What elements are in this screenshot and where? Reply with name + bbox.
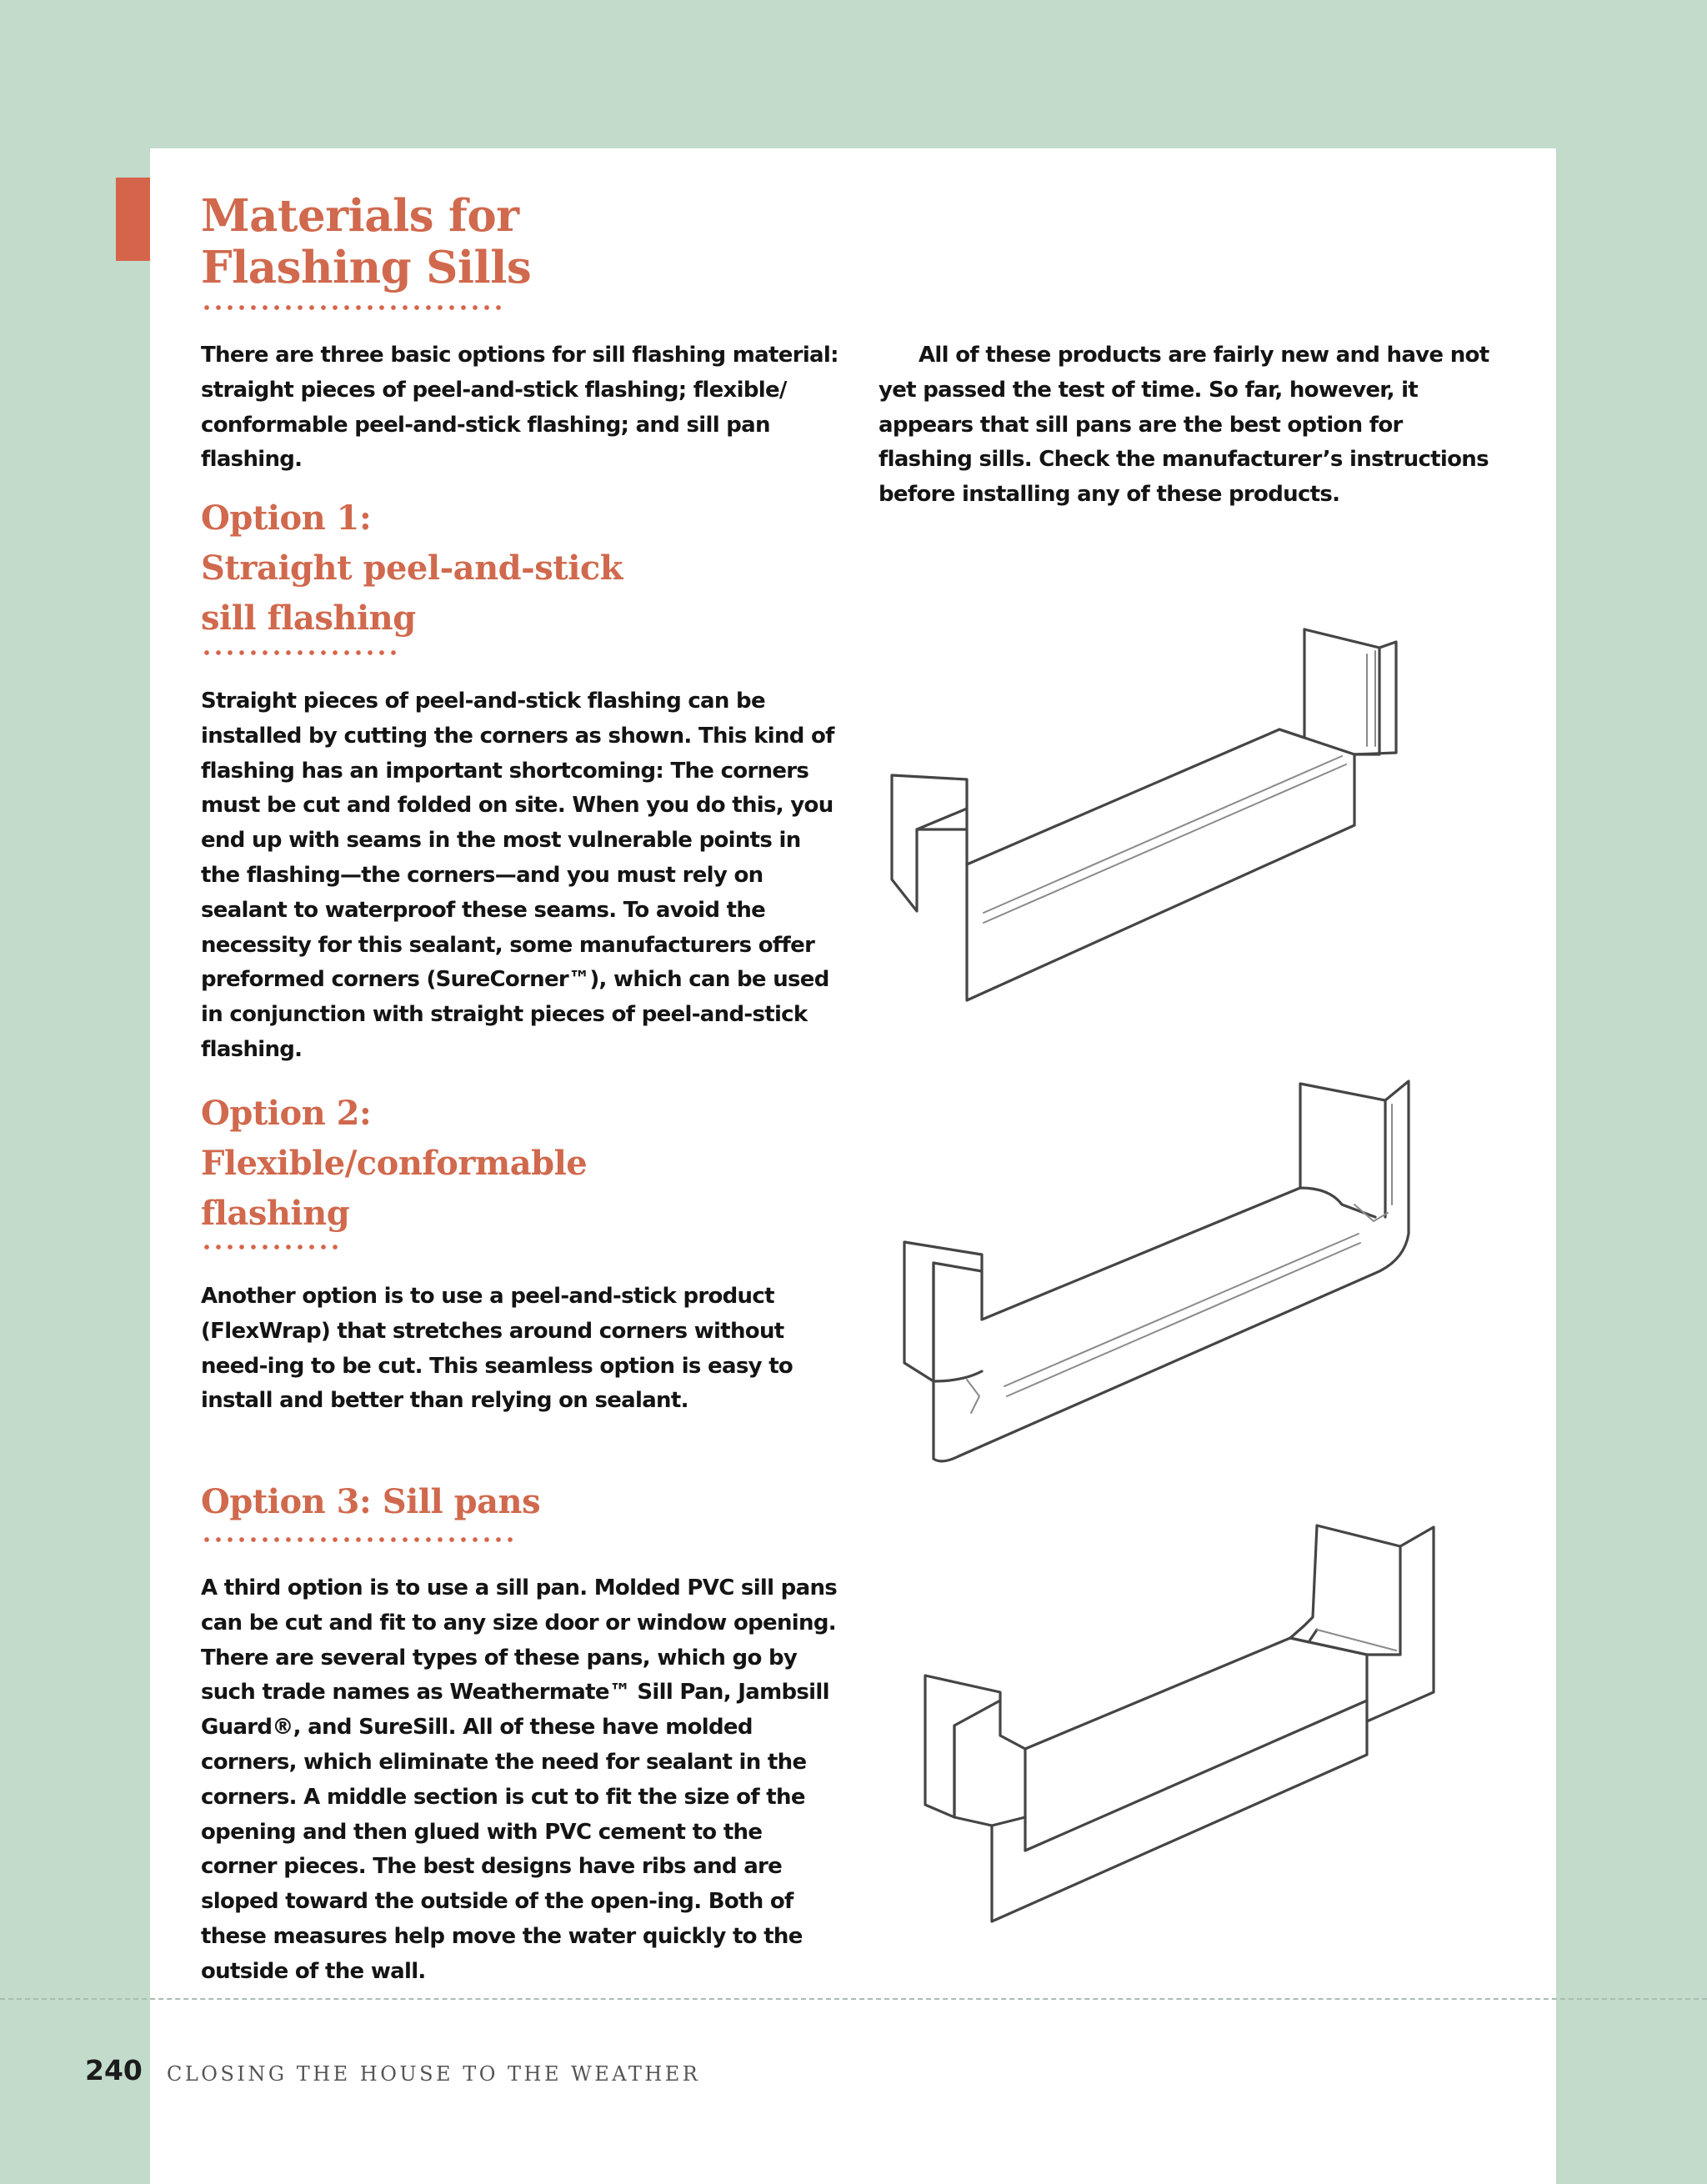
option1-heading: Option 1: Straight peel-and-stick sill flashing: [201, 498, 623, 638]
page-number: 240: [85, 2054, 143, 2086]
title-dotted-rule: [201, 303, 506, 312]
running-head: CLOSING THE HOUSE TO THE WEATHER: [167, 2062, 701, 2086]
right-intro-paragraph: All of these products are fairly new and have not yet passed the test of time. So far, however, it appears that sill pans are the best option for flashing sills. Check the manufacturer’s instructions before installing any of these products.: [879, 343, 1489, 508]
option3-paragraph: A third option is to use a sill pan. Molded PVC sill pans can be cut and fit to any size door or window opening. There are several types of these pans, which go by such trade names as Weathermate™ Sill Pan, Jambsill Guard®, and SureSill. All of these have molded corners, which eliminate the need for sealant in the corners. A middle section is cut to fit the size of the opening and then glued with PVC cement to the corner pieces. The best designs have ribs and are sloped toward the outside of the open-ing. Both of these measures help move the water quickly to the outside of the wall.: [201, 1575, 838, 1984]
section-tab-marker: [116, 178, 150, 261]
fold-divider: [0, 1998, 1707, 2000]
page-title: Materials for Flashing Sills: [201, 190, 532, 293]
flexible-flashing-illustration: [892, 1071, 1425, 1471]
option1-dotted-rule: [201, 649, 401, 657]
option3-heading: Option 3: Sill pans: [201, 1482, 541, 1521]
option3-dotted-rule: [201, 1535, 514, 1544]
sill-pan-illustration: [917, 1517, 1450, 1934]
straight-flashing-illustration: [879, 621, 1413, 1004]
option1-paragraph: Straight pieces of peel-and-stick flashing can be installed by cutting the corners as shown. This kind of flashing has an important shortcoming: The corners must be cut and folded on site. When you do this, you end up with seams in the most vulnerable points in the flashing—the corners—and you must rely on sealant to waterproof these seams. To avoid the necessity for this sealant, some manufacturers offer preformed corners (SureCorner™), which can be used in conjunction with straight pieces of peel-and-stick flashing.: [201, 689, 834, 1062]
option2-dotted-rule: [201, 1243, 343, 1251]
option2-heading: Option 2: Flexible/conformable flashing: [201, 1094, 588, 1233]
option2-paragraph: Another option is to use a peel-and-stick product (FlexWrap) that stretches around corners without need-ing to be cut. This seamless option is easy to install and better than relying on sealant.: [201, 1284, 793, 1414]
intro-paragraph: There are three basic options for sill flashing material: straight pieces of peel-and-stick flashing; flexible/ conformable peel-and-stick flashing; and sill pan flashing.: [201, 343, 838, 473]
